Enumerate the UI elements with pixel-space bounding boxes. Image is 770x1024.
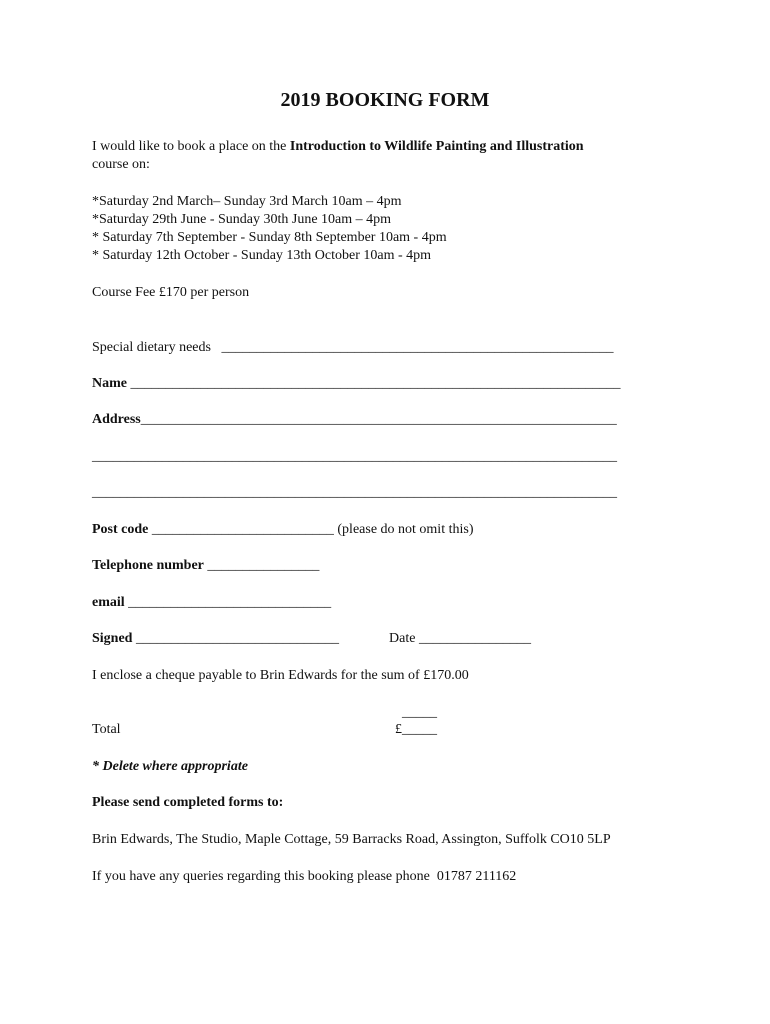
email-field[interactable]: _____________________________	[128, 595, 332, 610]
telephone-label: Telephone number	[92, 558, 204, 573]
queries-text: If you have any queries regarding this booking please phone 01787 211162	[92, 869, 517, 884]
delete-note: * Delete where appropriate	[92, 759, 248, 774]
email-row	[92, 594, 331, 612]
signed-label: Signed	[92, 631, 133, 646]
postcode-field[interactable]: __________________________	[151, 522, 334, 537]
cheque-statement: I enclose a cheque payable to Brin Edwards for the sum of £170.00	[92, 668, 469, 683]
form-title: 2019 BOOKING FORM	[280, 89, 490, 111]
address-label: Address	[92, 412, 141, 427]
postcode-note: (please do not omit this)	[337, 522, 474, 537]
address-field-line-3[interactable]: ___________________________________________________________________________	[92, 485, 617, 500]
date-row	[389, 630, 531, 648]
date-option-4: * Saturday 12th October - Sunday 13th October 10am - 4pm	[92, 248, 432, 263]
date-field[interactable]: ________________	[418, 631, 531, 646]
intro-text	[92, 138, 584, 156]
date-option-2: *Saturday 29th June - Sunday 30th June 10am – 4pm	[92, 212, 392, 227]
date-option-3: * Saturday 7th September - Sunday 8th September 10am - 4pm	[92, 230, 447, 245]
total-label: Total	[92, 722, 121, 737]
course-fee: Course Fee £170 per person	[92, 285, 250, 300]
intro-suffix: course on:	[92, 157, 150, 172]
total-field[interactable]: £_____	[395, 722, 437, 737]
address-field-line-1[interactable]: ____________________________________________________________________	[140, 412, 617, 427]
telephone-row	[92, 557, 319, 575]
date-option-1: *Saturday 2nd March– Sunday 3rd March 10am – 4pm	[92, 194, 402, 209]
address-field-line-2[interactable]: ___________________________________________________________________________	[92, 449, 617, 464]
send-address: Brin Edwards, The Studio, Maple Cottage, 59 Barracks Road, Assington, Suffolk CO10 5LP	[92, 832, 611, 847]
email-label: email	[92, 595, 125, 610]
intro-prefix: I would like to book a place on the	[92, 139, 290, 154]
dietary-needs-field[interactable]: ________________________________________________________	[221, 340, 614, 355]
name-field[interactable]: ______________________________________________________________________	[130, 376, 621, 391]
name-row	[92, 375, 621, 393]
signed-field[interactable]: _____________________________	[135, 631, 339, 646]
course-name: Introduction to Wildlife Painting and Illustration	[289, 139, 584, 154]
postcode-row	[92, 521, 473, 539]
dietary-needs-row	[92, 339, 613, 357]
send-heading: Please send completed forms to:	[92, 795, 284, 810]
telephone-field[interactable]: ________________	[207, 558, 320, 573]
dietary-needs-label: Special dietary needs	[92, 340, 211, 355]
postcode-label: Post code	[92, 522, 149, 537]
name-label: Name	[92, 376, 127, 391]
total-line-above: _____	[402, 705, 437, 720]
signed-row	[92, 630, 339, 648]
date-label: Date	[389, 631, 416, 646]
address-row	[92, 411, 617, 429]
